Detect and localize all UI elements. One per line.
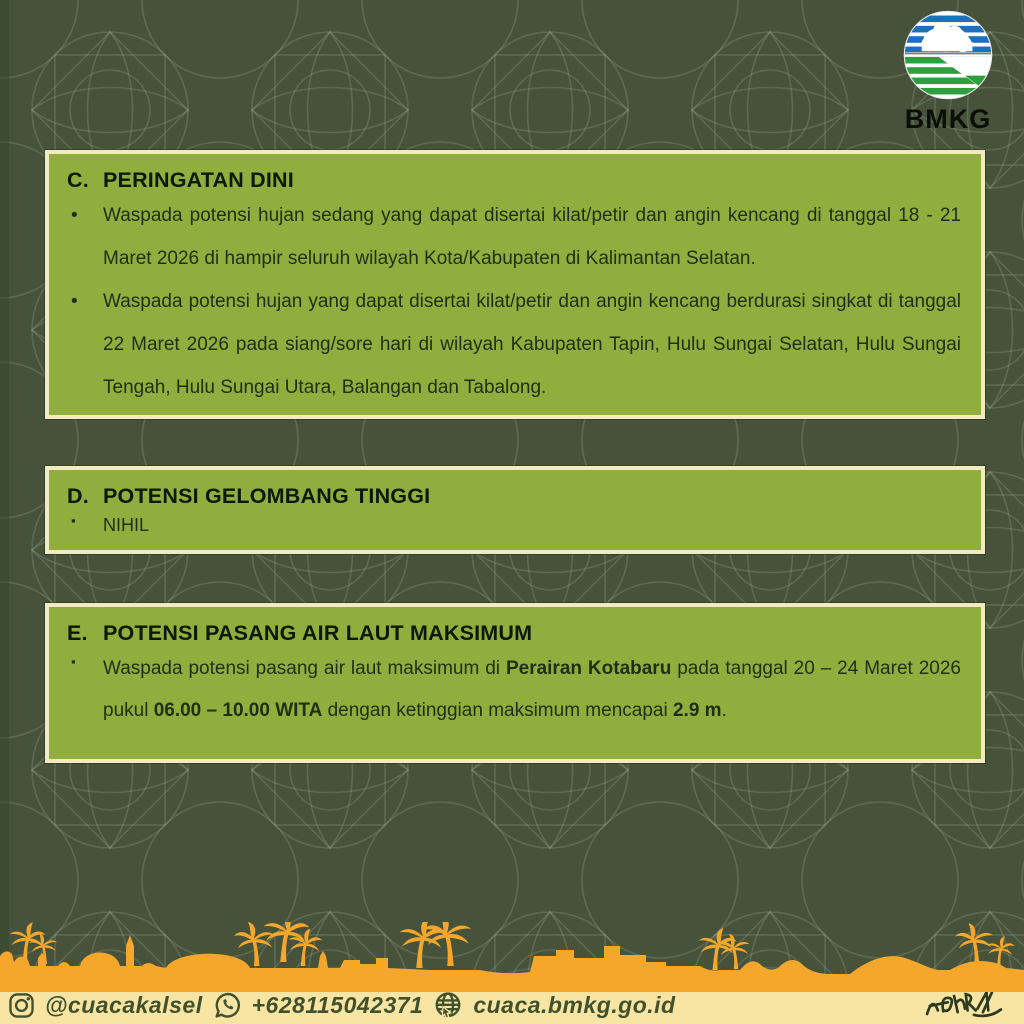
bullet-marker: • (71, 205, 78, 226)
list-item (63, 648, 961, 732)
section-c-letter: C. (67, 168, 89, 192)
section-c-heading: PERINGATAN DINI (103, 168, 294, 192)
bmkg-logo-icon (901, 8, 995, 102)
bullet-marker: ▪ (71, 654, 76, 669)
instagram-handle: @cuacakalsel (45, 992, 203, 1018)
signature-scribble (918, 987, 1010, 1023)
list-item (63, 511, 961, 540)
bmkg-logo (896, 8, 1000, 135)
bmkg-logo-label: BMKG (904, 104, 992, 134)
section-peringatan-dini (45, 150, 985, 419)
list-item (63, 195, 961, 281)
section-e-bullets (63, 648, 961, 732)
section-c-title (67, 168, 961, 193)
wave-status-text: NIHIL (103, 515, 150, 535)
section-d-title (67, 484, 961, 509)
section-d-heading: POTENSI GELOMBANG TINGGI (103, 484, 431, 508)
warning-text-rain-22: Waspada potensi hujan yang dapat disertai kilat/petir dan angin kencang berdurasi singkat di tanggal 22 Maret 2026 pada siang/sore hari di wilayah Kabupaten Tapin, Hulu Sungai Selatan, Hulu Sungai Tengah, Hulu Sungai Utara, Balangan dan Tabalong. (103, 290, 961, 398)
section-d-letter: D. (67, 484, 89, 508)
section-c-bullets (63, 195, 961, 410)
bullet-marker: ▪ (71, 513, 76, 528)
section-e-title (67, 621, 961, 646)
section-e-heading: POTENSI PASANG AIR LAUT MAKSIMUM (103, 621, 533, 645)
footer-bar (0, 987, 1024, 1024)
left-edge-shade (0, 0, 9, 1024)
tide-warning-text: Waspada potensi pasang air laut maksimum di Perairan Kotabaru pada tanggal 20 – 24 Maret 2026 pukul 06.00 – 10.00 WITA dengan ketinggian maksimum mencapai 2.9 m. (103, 658, 961, 721)
city-skyline-silhouette (0, 922, 1024, 992)
section-e-letter: E. (67, 621, 88, 645)
section-pasang-air-laut (45, 603, 985, 763)
website-url: cuaca.bmkg.go.id (473, 992, 676, 1018)
whatsapp-number: +628115042371 (251, 992, 424, 1018)
section-gelombang-tinggi (45, 466, 985, 554)
whatsapp-icon (213, 991, 242, 1020)
globe-icon (433, 991, 463, 1021)
section-d-bullets (63, 511, 961, 540)
bullet-marker: • (71, 290, 78, 312)
instagram-icon (8, 992, 35, 1019)
warning-text-rain-18-21: Waspada potensi hujan sedang yang dapat disertai kilat/petir dan angin kencang di tanggal 18 - 21 Maret 2026 di hampir seluruh wilayah Kota/Kabupaten di Kalimantan Selatan. (103, 205, 961, 269)
list-item (63, 281, 961, 410)
